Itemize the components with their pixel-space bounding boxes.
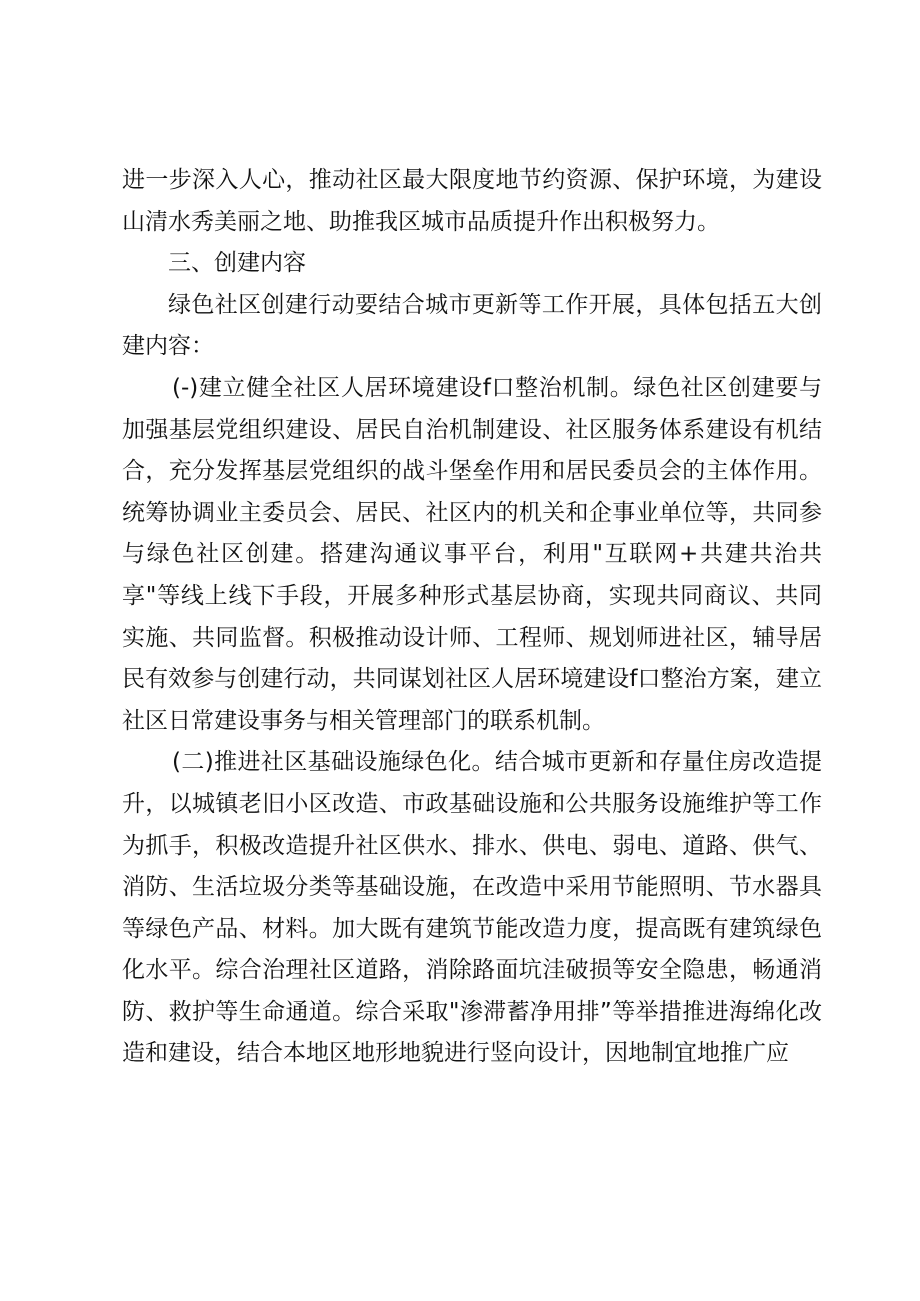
paragraph-item-1: (-)建立健全社区人居环境建设f口整治机制。绿色社区创建要与加强基层党组织建设、居民自治机制建设、社区服务体系建设有机结合，充分发挥基层党组织的战斗堡垒作用和居民委员会的主体作用。统筹协调业主委员会、居民、社区内的机关和企事业单位等，共同参与绿色社区创建。搭建沟通议事平台，利用"互联网+共建共治共享"等线上线下手段，开展多种形式基层协商，实现共同商议、共同实施、共同监督。积极推动设计师、工程师、规划师进社区，辅导居民有效参与创建行动，共同谋划社区人居环境建设f口整治方案，建立社区日常建设事务与相关管理部门的联系机制。 xyxy=(122,374,822,734)
section-heading-creation-content: 三、创建内容 xyxy=(168,250,306,277)
document-body xyxy=(122,160,822,1075)
paragraph-intro: 绿色社区创建行动要结合城市更新等工作开展，具体包括五大创建内容： xyxy=(122,291,822,360)
paragraph-item-2: (二)推进社区基础设施绿色化。结合城市更新和存量住房改造提升，以城镇老旧小区改造、市政基础设施和公共服务设施维护等工作为抓手，积极改造提升社区供水、排水、供电、弱电、道路、供气、消防、生活垃圾分类等基础设施，在改造中采用节能照明、节水器具等绿色产品、材料。加大既有建筑节能改造力度，提高既有建筑绿色化水平。综合治理社区道路，消除路面坑洼破损等安全隐患，畅通消防、救护等生命通道。综合采取"渗滞蓄净用排”等举措推进海绵化改造和建设，结合本地区地形地貌进行竖向设计，因地制宜地推广应 xyxy=(122,749,822,1067)
paragraph-continuation: 进一步深入人心，推动社区最大限度地节约资源、保护环境，为建设山清水秀美丽之地、助推我区城市品质提升作出积极努力。 xyxy=(122,167,822,235)
